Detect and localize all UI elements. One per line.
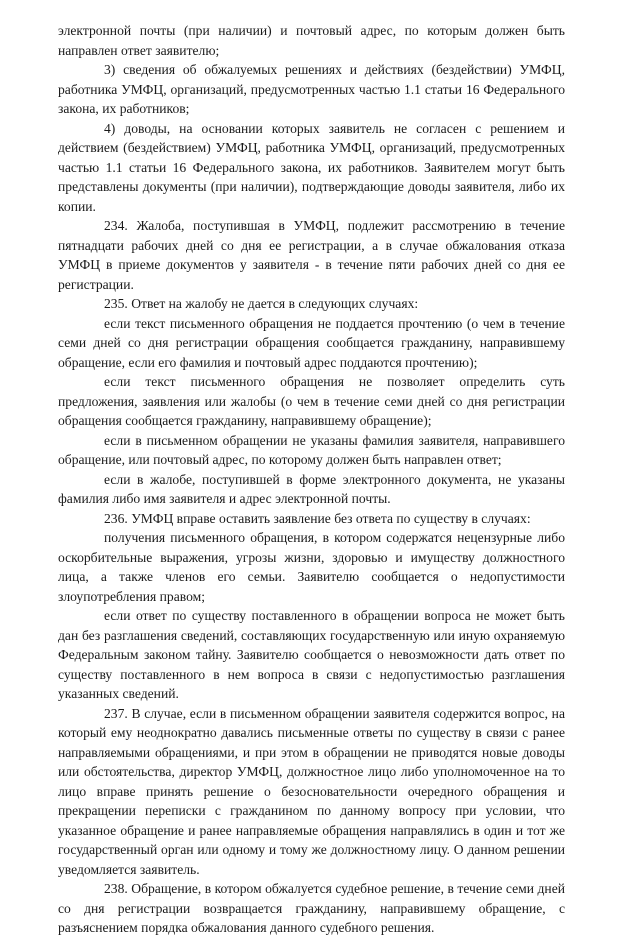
paragraph-236: 236. УМФЦ вправе оставить заявление без ответа по существу в случаях: bbox=[104, 510, 531, 526]
paragraph-234: 234. Жалоба, поступившая в УМФЦ, подлежит рассмотрению в течение пятнадцати рабочих дней со дня ее регистрации, а в случае обжалования отказа УМФЦ в приеме документов у заявителя - в течение пяти рабочих дней со дня ее регистрации. bbox=[58, 218, 565, 292]
paragraph-236-case-abusive: получения письменного обращения, в котором содержатся нецензурные либо оскорбительные выражения, угрозы жизни, здоровью и имуществу должностного лица, а также членов его семьи. Заявителю сообщается о недопустимости злоупотребления правом; bbox=[58, 530, 565, 604]
paragraph-235-case-electronic: если в жалобе, поступившей в форме электронного документа, не указаны фамилия либо имя заявителя и адрес электронной почты. bbox=[58, 471, 565, 506]
paragraph-235: 235. Ответ на жалобу не дается в следующих случаях: bbox=[104, 296, 419, 311]
paragraph-235-case-unclear: если текст письменного обращения не позволяет определить суть предложения, заявления или жалобы (о чем в течение семи дней со дня регистрации обращения сообщается гражданину, направившему обращение); bbox=[58, 374, 565, 428]
paragraph-item-3: 3) сведения об обжалуемых решениях и действиях (бездействии) УМФЦ, работника УМФЦ, организаций, предусмотренных частью 1.1 статьи 16 Федерального закона, их работников; bbox=[58, 62, 565, 116]
paragraph-item-4: 4) доводы, на основании которых заявитель не согласен с решением и действием (бездействием) УМФЦ, работника УМФЦ, организаций, предусмотренных частью 1.1 статьи 16 Федерального закона, их работников. Заявителем могут быть представлены документы (при наличии), подтверждающие доводы заявителя, либо их копии. bbox=[58, 120, 565, 214]
paragraph-238: 238. Обращение, в котором обжалуется судебное решение, в течение семи дней со дня регистрации возвращается гражданину, направившему обращение, с разъяснением порядка обжалования данного судебного решения. bbox=[58, 881, 565, 935]
paragraph-235-case-no-name: если в письменном обращении не указаны фамилия заявителя, направившего обращение, или почтовый адрес, по которому должен быть направлен ответ; bbox=[58, 432, 565, 467]
paragraph-237: 237. В случае, если в письменном обращении заявителя содержится вопрос, на который ему неоднократно давались письменные ответы по существу в связи с ранее направляемыми обращениями, и при этом в обращении не приводятся новые доводы или обстоятельства, директор УМФЦ, должностное лицо либо уполномоченное на то лицо вправе принять решение о безосновательности очередного обращения и прекращении переписки с гражданином по данному вопросу при условии, что указанное обращение и ранее направляемые обращения направлялись в один и тот же государственный орган или одному и тому же должностному лицу. О данном решении уведомляется заявитель. bbox=[58, 705, 565, 877]
paragraph-contact-continuation: электронной почты (при наличии) и почтовый адрес, по которым должен быть направлен ответ заявителю; bbox=[58, 23, 565, 58]
paragraph-236-case-secret: если ответ по существу поставленного в обращении вопроса не может быть дан без разглашения сведений, составляющих государственную или иную охраняемую Федеральным законом тайну. Заявителю сообщается о невозможности дать ответ по существу поставленного в нем вопроса в связи с недопустимостью разглашения указанных сведений. bbox=[58, 608, 565, 701]
paragraph-235-case-unreadable: если текст письменного обращения не поддается прочтению (о чем в течение семи дней со дня регистрации обращения сообщается гражданину, направившему обращение, если его фамилия и почтовый адрес поддаются прочтению); bbox=[58, 315, 565, 370]
